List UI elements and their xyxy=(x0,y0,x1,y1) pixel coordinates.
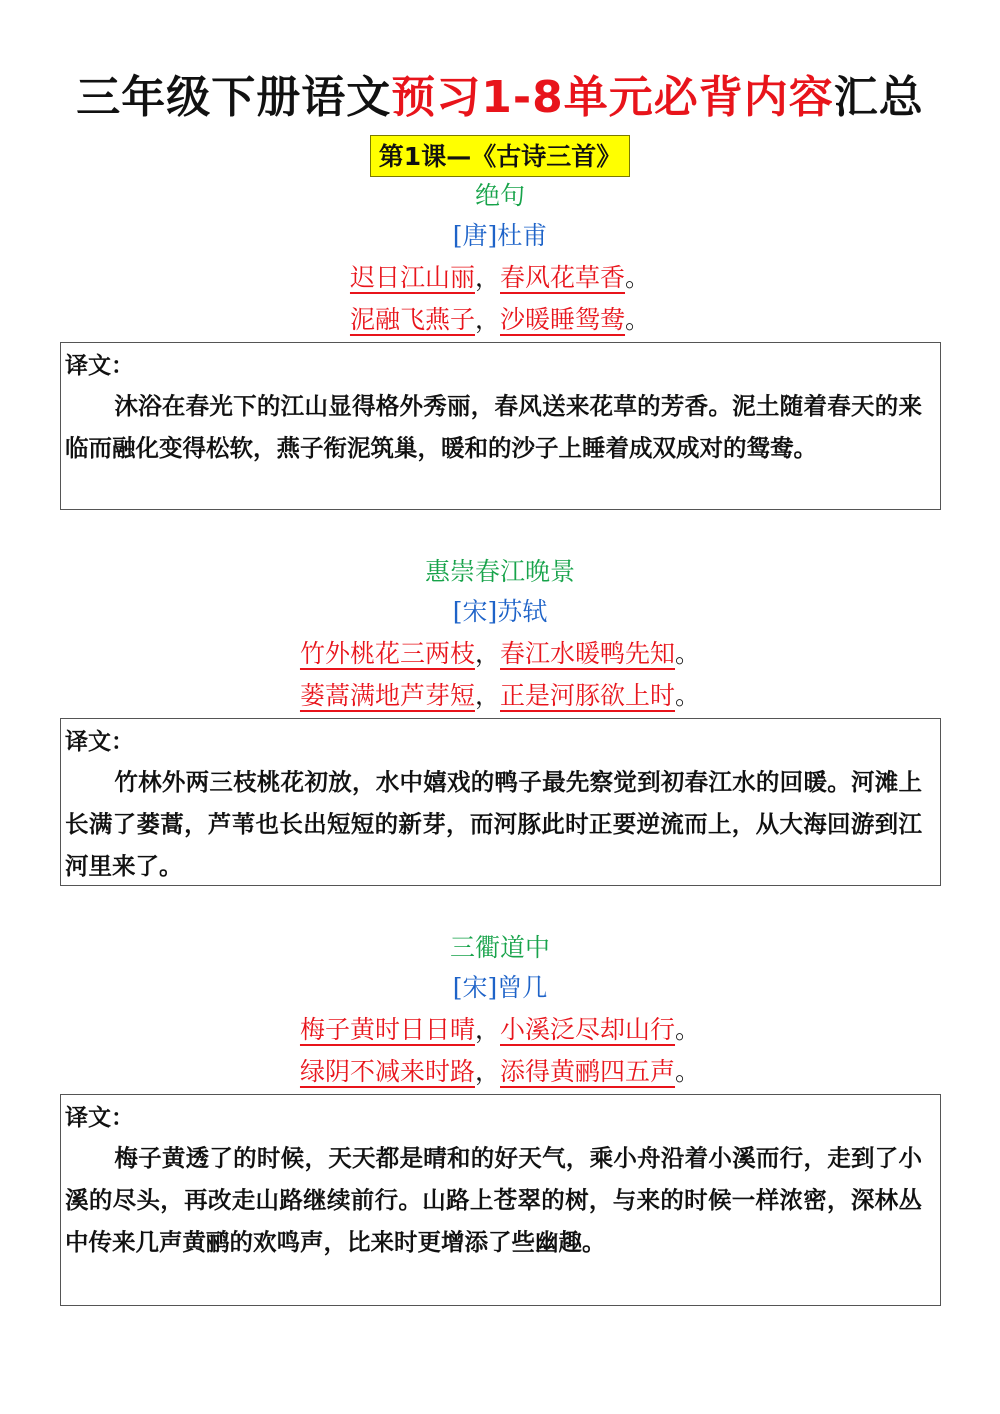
verse-separator: ， xyxy=(474,305,500,334)
verse-line xyxy=(0,300,1000,340)
translation-label: 译文： xyxy=(65,353,134,379)
poem-author-line xyxy=(0,216,1000,256)
verse-first-half: 梅子黄时日日晴 xyxy=(299,1015,475,1044)
translation-text: 沐浴在春光下的江山显得格外秀丽，春风送来花草的芳香。泥土随着春天的来临而融化变得松软，燕子衔泥筑巢，暖和的沙子上睡着成双成对的鸳鸯。 xyxy=(65,392,922,462)
poem-title: 三衢道中 xyxy=(449,933,550,962)
verse-second-half: 正是河豚欲上时 xyxy=(500,681,676,710)
verse-first-half: 泥融飞燕子 xyxy=(349,305,475,334)
translation-text: 梅子黄透了的时候，天天都是晴和的好天气，乘小舟沿着小溪而行，走到了小溪的尽头，再改走山路继续前行。山路上苍翠的树，与来的时候一样浓密，深林丛中传来几声黄鹂的欢鸣声，比来时更增添了些幽趣。 xyxy=(65,1144,922,1256)
poem-dynasty: [宋] xyxy=(452,597,498,626)
verse-line xyxy=(0,676,1000,716)
verse-end-mark: 。 xyxy=(675,1015,701,1044)
verse-end-mark: 。 xyxy=(625,263,651,292)
verse-line xyxy=(0,258,1000,298)
poem-author-line xyxy=(0,968,1000,1008)
verse-line xyxy=(0,634,1000,674)
verse-second-half: 春江水暖鸭先知 xyxy=(500,639,676,668)
translation-text: 竹林外两三枝桃花初放，水中嬉戏的鸭子最先察觉到初春江水的回暖。河滩上长满了蒌蒿，芦苇也长出短短的新芽，而河豚此时正要逆流而上，从大海回游到江河里来了。 xyxy=(65,768,922,880)
verse-separator: ， xyxy=(474,1015,500,1044)
poem-author: 杜甫 xyxy=(497,221,548,250)
verse-separator: ， xyxy=(474,639,500,668)
poem-author-line xyxy=(0,592,1000,632)
verse-first-half: 迟日江山丽 xyxy=(349,263,475,292)
title-part-2: 预习1-8单元必背内容 xyxy=(391,72,834,123)
verse-second-half: 沙暖睡鸳鸯 xyxy=(500,305,626,334)
verse-second-half: 小溪泛尽却山行 xyxy=(500,1015,676,1044)
translation-box xyxy=(60,1094,941,1306)
verse-first-half: 竹外桃花三两枝 xyxy=(299,639,475,668)
translation-box xyxy=(60,718,941,886)
poem-title: 惠崇春江晚景 xyxy=(424,557,575,586)
poem-dynasty: [宋] xyxy=(452,973,498,1002)
verse-separator: ， xyxy=(474,681,500,710)
verse-end-mark: 。 xyxy=(675,639,701,668)
page-title xyxy=(0,68,1000,128)
poem-dynasty: [唐] xyxy=(452,221,498,250)
verse-line xyxy=(0,1052,1000,1092)
verse-end-mark: 。 xyxy=(625,305,651,334)
poem-author: 苏轼 xyxy=(497,597,548,626)
verse-separator: ， xyxy=(474,263,500,292)
title-part-1: 三年级下册语文 xyxy=(76,72,392,123)
verse-second-half: 添得黄鹂四五声 xyxy=(500,1057,676,1086)
verse-second-half: 春风花草香 xyxy=(500,263,626,292)
translation-label: 译文： xyxy=(65,729,134,755)
verse-first-half: 蒌蒿满地芦芽短 xyxy=(299,681,475,710)
verse-end-mark: 。 xyxy=(675,1057,701,1086)
translation-label: 译文： xyxy=(65,1105,134,1131)
verse-separator: ， xyxy=(474,1057,500,1086)
lesson-header xyxy=(0,135,1000,177)
poem-title: 绝句 xyxy=(474,181,525,210)
poem-author: 曾几 xyxy=(497,973,548,1002)
lesson-badge: 第1课—《古诗三首》 xyxy=(370,135,630,177)
verse-first-half: 绿阴不减来时路 xyxy=(299,1057,475,1086)
translation-box xyxy=(60,342,941,510)
verse-end-mark: 。 xyxy=(675,681,701,710)
verse-line xyxy=(0,1010,1000,1050)
title-part-3: 汇总 xyxy=(833,72,924,123)
